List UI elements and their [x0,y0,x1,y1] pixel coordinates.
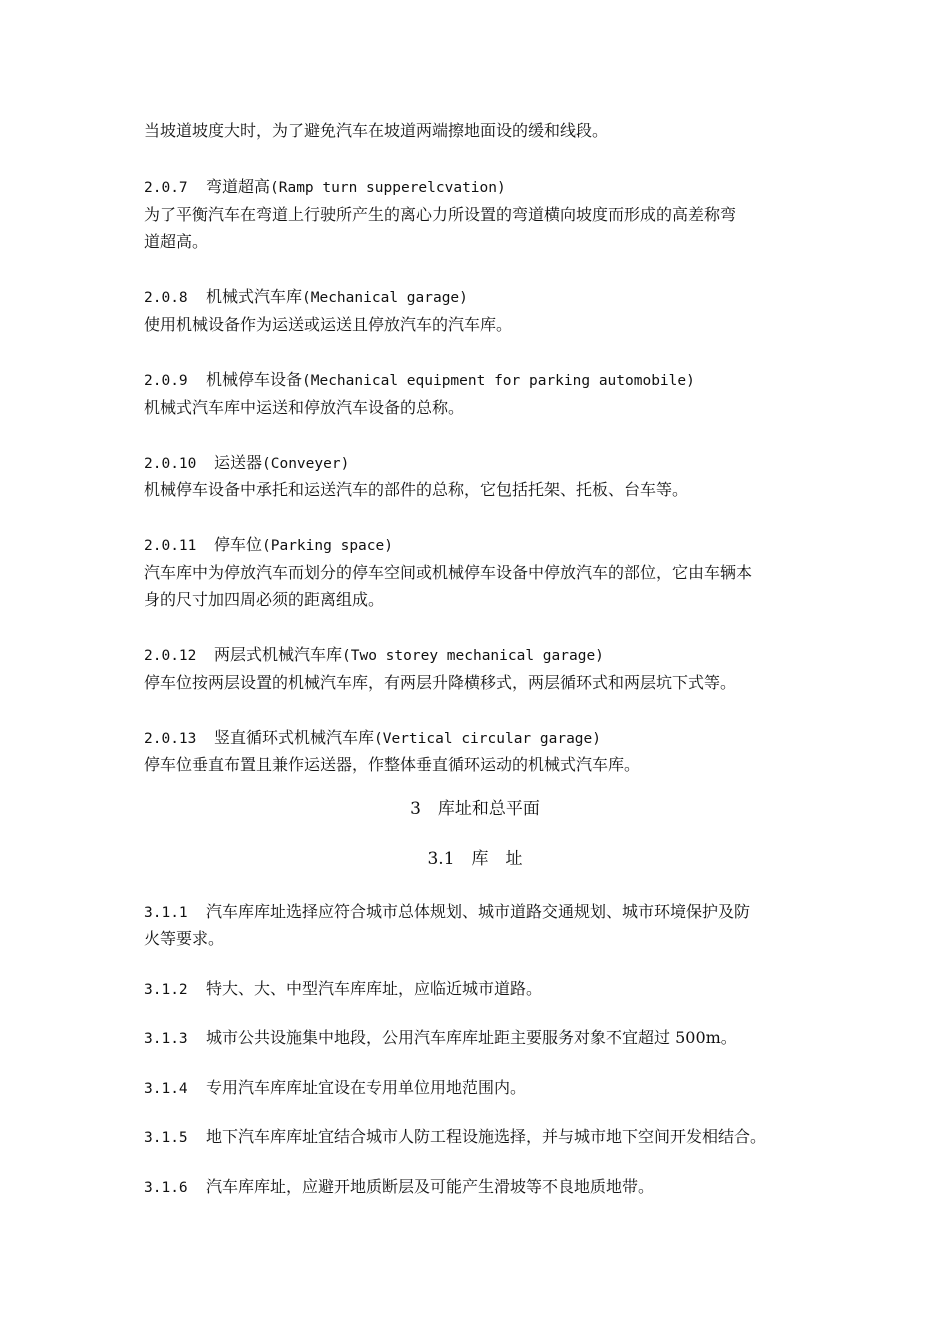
clause-text: 地下汽车库库址宜结合城市人防工程设施选择，并与城市地下空间开发相结合。 [206,1127,767,1146]
term-english: (Vertical circular garage) [374,731,601,747]
term-definition-line: 停车位按两层设置的机械汽车库，有两层升降横移式，两层循环式和两层坑下式等。 [144,673,737,692]
clause-continuation: 火等要求。 [144,929,225,948]
term-name: 竖直循环式机械汽车库 [214,728,375,747]
chapter-heading: 3 库址和总平面 [410,799,540,819]
clause-text: 专用汽车库库址宜设在专用单位用地范围内。 [206,1078,527,1097]
term-definition-line: 机械式汽车库中运送和停放汽车设备的总称。 [144,398,465,417]
term-name: 运送器 [214,453,263,472]
term-number: 2.0.11 [144,538,197,554]
term-number: 2.0.7 [144,180,188,196]
term-name: 机械式汽车库 [206,287,303,306]
term-definition-line: 道超高。 [144,232,209,251]
clause-text: 特大、大、中型汽车库库址，应临近城市道路。 [206,979,543,998]
term-number: 2.0.9 [144,373,188,389]
term-heading [144,644,604,667]
term-heading [144,176,506,199]
term-definition-line: 身的尺寸加四周必须的距离组成。 [144,590,385,609]
clause-text: 汽车库库址选择应符合城市总体规划、城市道路交通规划、城市环境保护及防 [206,902,751,921]
term-name: 机械停车设备 [206,370,303,389]
clause-text: 汽车库库址，应避开地质断层及可能产生滑坡等不良地质地带。 [206,1177,655,1196]
clause-number: 3.1.3 [144,1031,188,1047]
clause-line [144,978,542,1001]
term-heading [144,369,695,392]
term-definition-line: 停车位垂直布置且兼作运送器，作整体垂直循环运动的机械式汽车库。 [144,755,641,774]
term-definition-line: 汽车库中为停放汽车而划分的停车空间或机械停车设备中停放汽车的部位，它由车辆本 [144,563,753,582]
clause-number: 3.1.5 [144,1130,188,1146]
term-definition-line: 机械停车设备中承托和运送汽车的部件的总称，它包括托架、托板、台车等。 [144,480,689,499]
term-english: (Ramp turn supperelcvation) [270,180,506,196]
clause-number: 3.1.1 [144,905,188,921]
term-english: (Two storey mechanical garage) [342,648,604,664]
clause-line [144,1077,526,1100]
clause-line [144,1126,766,1149]
term-number: 2.0.13 [144,731,197,747]
term-english: (Mechanical equipment for parking automobile) [302,373,695,389]
section-heading: 3.1 库 址 [427,849,523,869]
term-english: (Parking space) [262,538,393,554]
term-heading [144,452,349,475]
clause-line [144,901,750,924]
term-english: (Mechanical garage) [302,290,468,306]
term-number: 2.0.10 [144,456,197,472]
term-heading [144,534,393,557]
clause-number: 3.1.6 [144,1180,188,1196]
term-name: 停车位 [214,535,263,554]
term-definition-line: 使用机械设备作为运送或运送且停放汽车的汽车库。 [144,315,513,334]
clause-line [144,1027,737,1050]
term-heading [144,727,601,750]
term-number: 2.0.8 [144,290,188,306]
clause-number: 3.1.4 [144,1081,188,1097]
term-name: 弯道超高 [206,177,271,196]
clause-text: 城市公共设施集中地段，公用汽车库库址距主要服务对象不宜超过 500m。 [206,1028,737,1047]
term-definition-line: 为了平衡汽车在弯道上行驶所产生的离心力所设置的弯道横向坡度而形成的高差称弯 [144,205,737,224]
term-english: (Conveyer) [262,456,350,472]
term-heading [144,286,468,309]
intro-paragraph: 当坡道坡度大时，为了避免汽车在坡道两端擦地面设的缓和线段。 [144,121,609,140]
term-number: 2.0.12 [144,648,197,664]
clause-line [144,1176,654,1199]
term-name: 两层式机械汽车库 [214,645,343,664]
clause-number: 3.1.2 [144,982,188,998]
